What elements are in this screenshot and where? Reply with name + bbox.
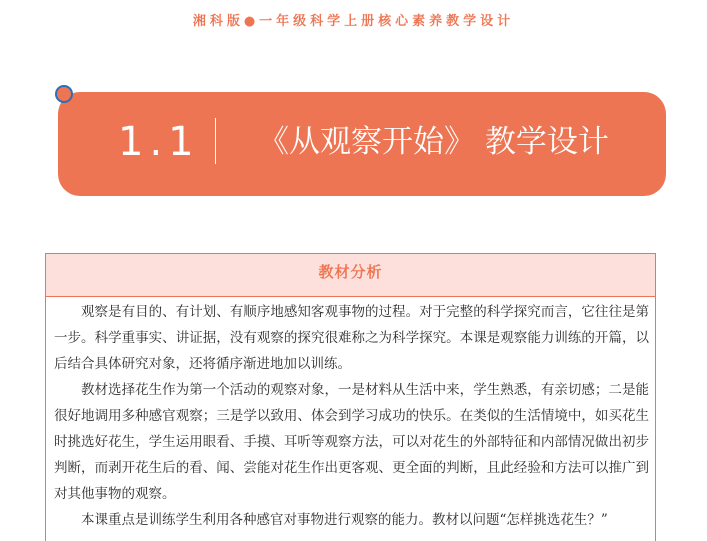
- section-body: [46, 297, 655, 533]
- chapter-number: 1.1: [118, 119, 200, 165]
- paragraph: 本课重点是训练学生利用各种感官对事物进行观察的能力。教材以问题“怎样挑选花生？”: [81, 512, 608, 528]
- textbook-analysis-section: [45, 253, 656, 541]
- paragraph: 教材选择花生作为第一个活动的观察对象，一是材料从生活中来，学生熟悉，有亲切感；二是能很好地调用多种感官观察；三是学以致用、体会到学习成功的快乐。在类似的生活情境中，如买花生时挑选好花生，学生运用眼看、手摸、耳听等观察方法，可以对花生的外部特征和内部情况做出初步判断，而剥开花生后的看、闻、尝能对花生作出更客观、更全面的判断，且此经验和方法可以推广到对其他事物的观察。: [54, 382, 649, 502]
- banner-divider: [215, 118, 216, 164]
- running-header: 湘科版●一年级科学上册核心素养教学设计: [192, 14, 515, 29]
- lesson-title: 《从观察开始》 教学设计: [258, 124, 609, 160]
- paragraph: 观察是有目的、有计划、有顺序地感知客观事物的过程。对于完整的科学探究而言，它往往是第一步。科学重事实、讲证据，没有观察的探究很难称之为科学探究。本课是观察能力训练的开篇，以后结合具体研究对象，还将循序渐进地加以训练。: [54, 304, 649, 372]
- banner-corner-dot: [55, 85, 73, 103]
- section-heading: 教材分析: [46, 254, 655, 297]
